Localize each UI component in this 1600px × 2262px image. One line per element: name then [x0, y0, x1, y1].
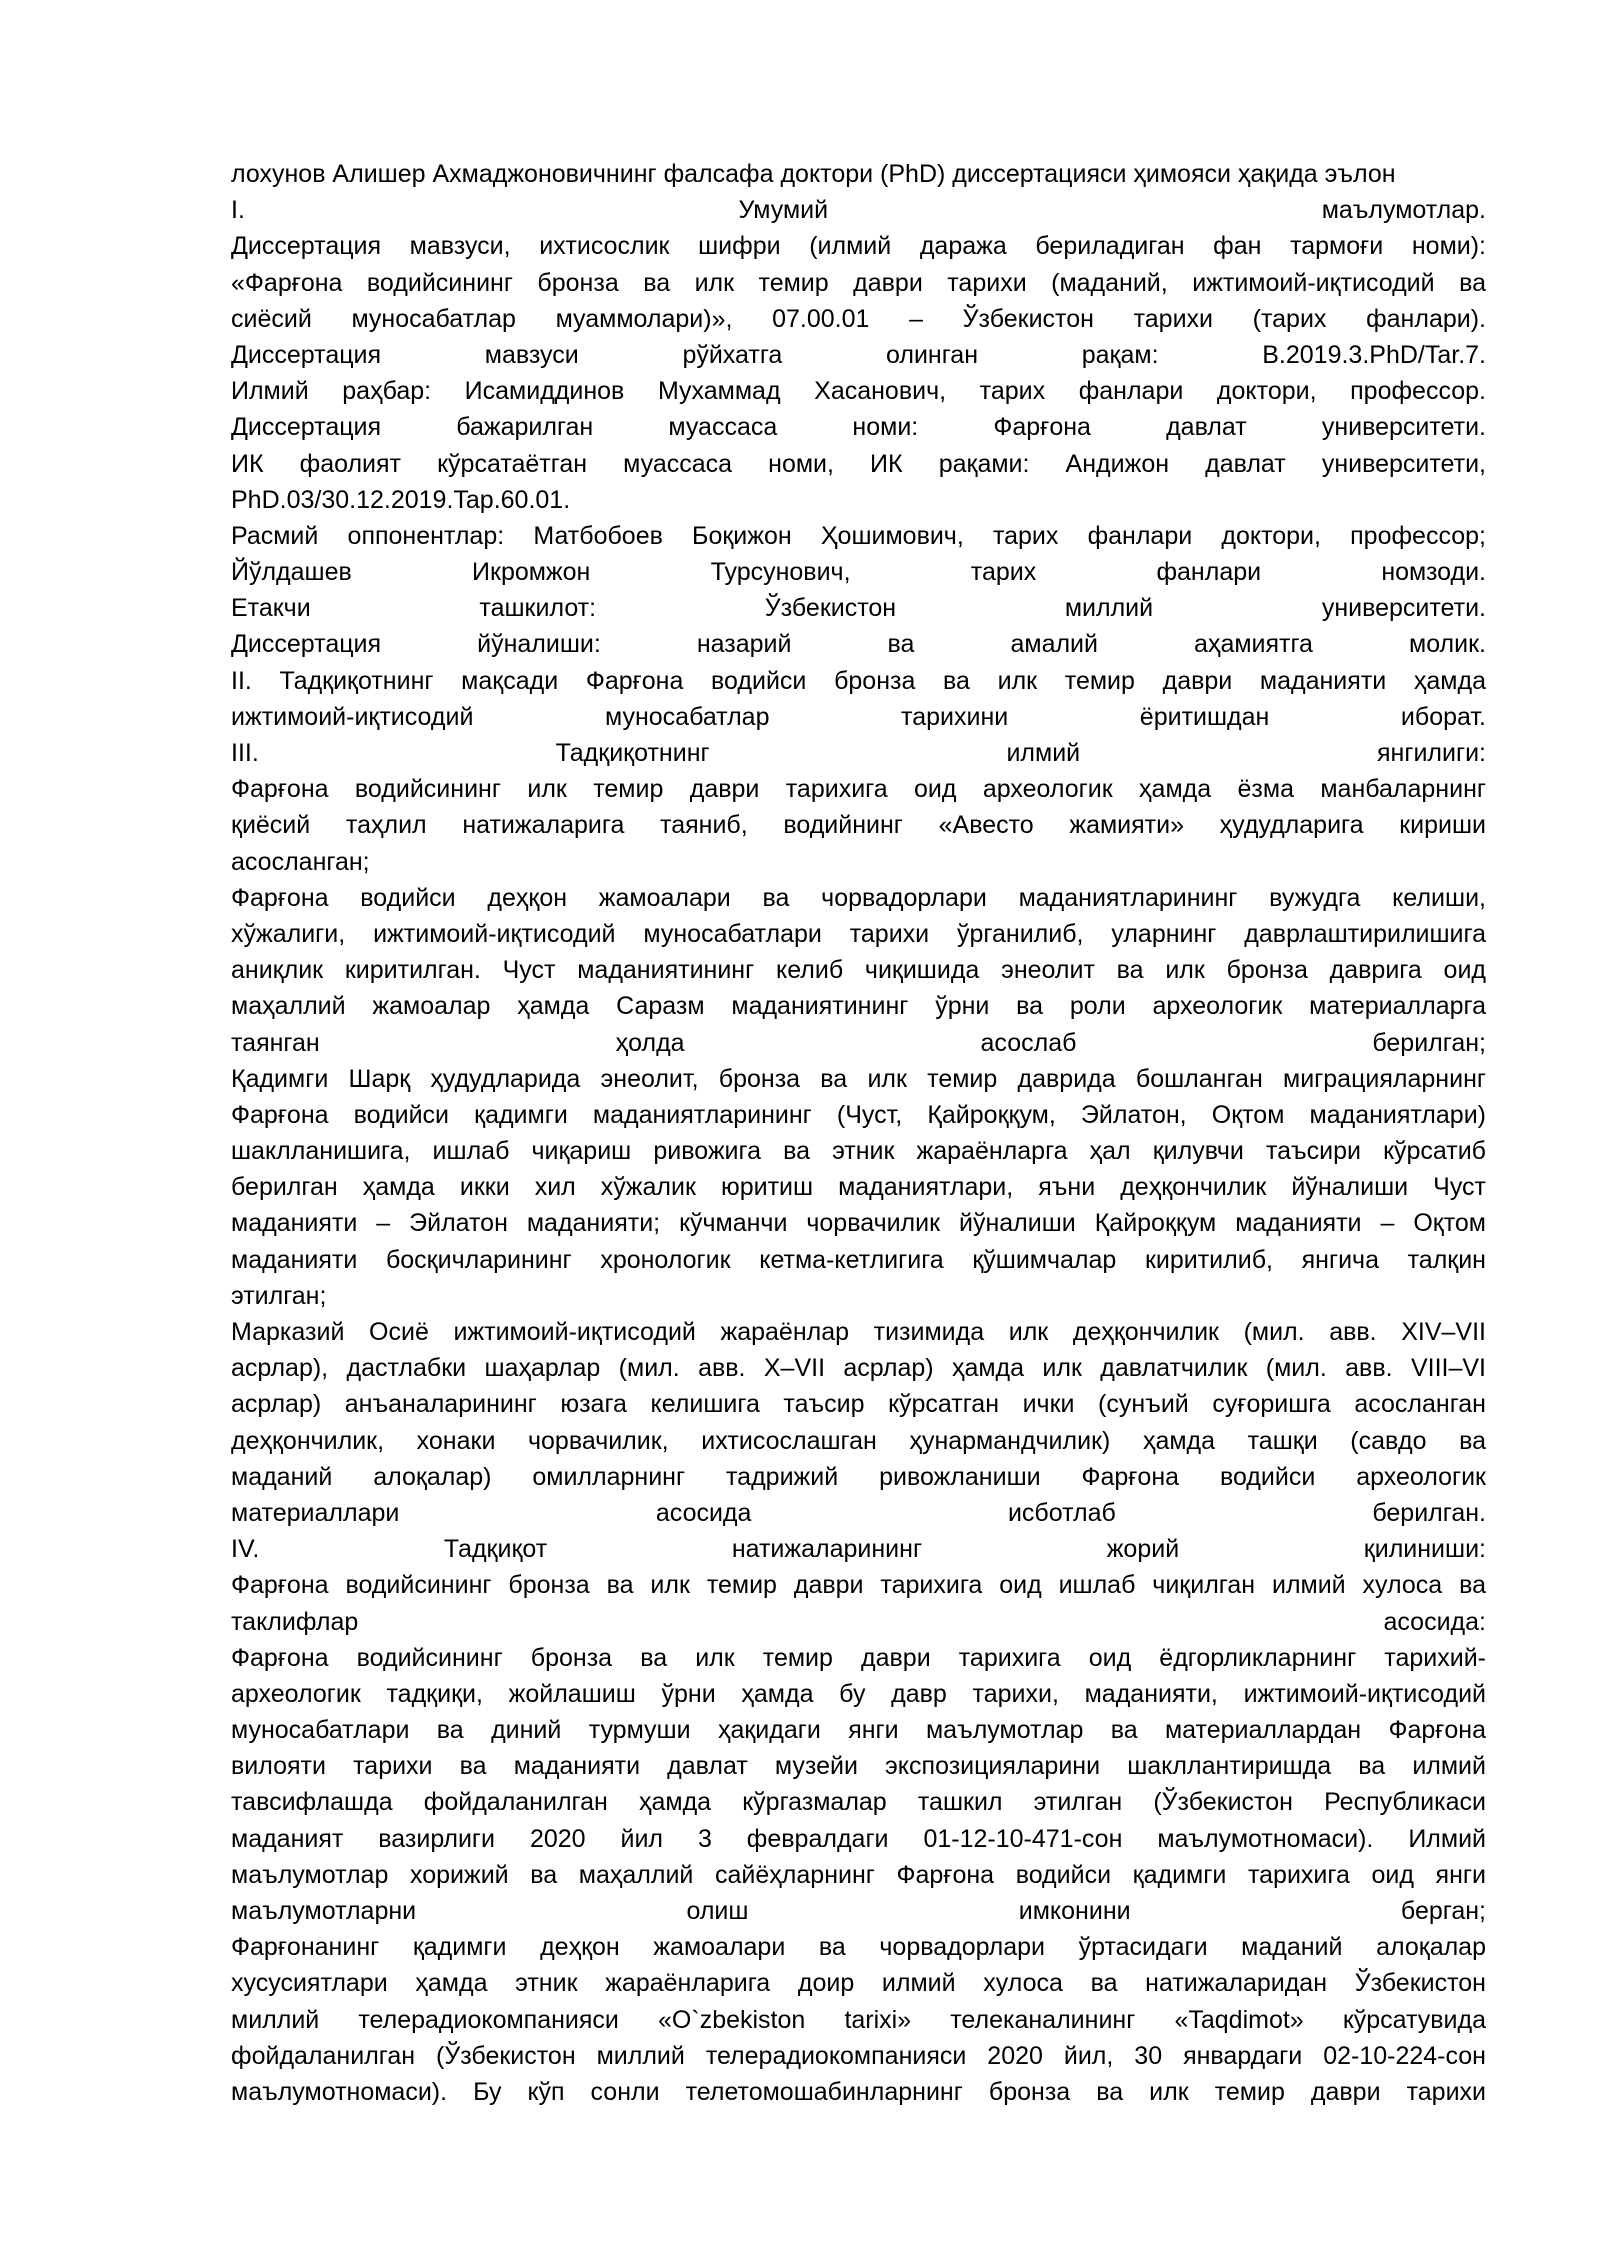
text-line: PhD.03/30.12.2019.Tap.60.01. — [231, 485, 571, 514]
text-line: сиёсий муносабатлар муаммолари)», 07.00.01 – Ўзбекистон тарихи (тарих фанлари). — [231, 304, 1486, 333]
text-line: «Фарғона водийсининг бронза ва илк темир даври тарихи (маданий, ижтимоий-иқтисодий ва — [231, 268, 1486, 297]
text-line: асрлар), дастлабки шаҳарлар (мил. авв. X–VII асрлар) ҳамда илк давлатчилик (мил. авв. VIII–VI — [231, 1354, 1486, 1383]
text-line: аниқлик киритилган. Чуст маданиятининг келиб чиқишида энеолит ва илк бронза даврига оид — [231, 956, 1486, 985]
text-line: маданияти – Эйлатон маданияти; кўчманчи чорвачилик йўналиши Қайроққум маданияти – Оқтом — [231, 1209, 1486, 1238]
text-line: Фарғонанинг қадимги деҳқон жамоалари ва чорвадорлари ўртасидаги маданий алоқалар — [231, 1933, 1486, 1962]
text-line: Илмий раҳбар: Исамиддинов Мухаммад Хасанович, тарих фанлари доктори, профессор. — [231, 377, 1486, 406]
text-line: III. Тадқиқотнинг илмий янгилиги: — [231, 739, 1486, 767]
text-line: маданий алоқалар) омилларнинг тадрижий ривожланиши Фарғона водийси археологик — [231, 1462, 1486, 1491]
text-line: деҳқончилик, хонаки чорвачилик, ихтисослашган ҳунармандчилик) ҳамда ташқи (савдо ва — [231, 1426, 1486, 1455]
text-line: Диссертация мавзуси рўйхатга олинган рақам: B.2019.3.PhD/Tar.7. — [231, 340, 1486, 369]
text-line: Фарғона водийсининг бронза ва илк темир даври тарихига оид ёдгорликларнинг тарихий- — [231, 1643, 1486, 1672]
text-line: Расмий оппонентлар: Матбобоев Боқижон Ҳошимович, тарих фанлари доктори, профессор; — [231, 521, 1486, 550]
text-line: фойдаланилган (Ўзбекистон миллий телерадиокомпанияси 2020 йил, 30 январдаги 02-10-224-сон — [231, 2041, 1486, 2070]
text-line: маданият вазирлиги 2020 йил 3 февралдаги 01-12-10-471-сон маълумотномаси). Илмий — [231, 1824, 1486, 1853]
text-line: ижтимоий-иқтисодий муносабатлар тарихини ёритишдан иборат. — [231, 702, 1486, 731]
text-line: Марказий Осиё ижтимоий-иқтисодий жараёнлар тизимида илк деҳқончилик (мил. авв. XIV–VII — [231, 1318, 1486, 1346]
text-line: Диссертация мавзуси, ихтисослик шифри (илмий даража бериладиган фан тармоғи номи): — [231, 232, 1486, 261]
text-line: таклифлар асосида: — [231, 1607, 1486, 1636]
text-line: маълумотларни олиш имконини берган; — [231, 1897, 1486, 1925]
text-line: маданияти босқичларининг хронологик кетма-кетлигига қўшимчалар киритилиб, янгича талқин — [231, 1245, 1486, 1274]
text-line: маълумотлар хорижий ва маҳаллий сайёҳларнинг Фарғона водийси қадимги тарихига оид янги — [231, 1860, 1486, 1889]
text-line: ИК фаолият кўрсатаётган муассаса номи, ИК рақами: Андижон давлат университети, — [231, 449, 1486, 478]
text-line: II. Тадқиқотнинг мақсади Фарғона водийси бронза ва илк темир даври маданияти ҳамда — [231, 666, 1486, 695]
text-line: материаллари асосида исботлаб берилган. — [231, 1498, 1486, 1527]
text-line: Фарғона водийсининг илк темир даври тарихига оид археологик ҳамда ёзма манбаларнинг — [231, 775, 1486, 804]
text-line: асрлар) анъаналарининг юзага келишига таъсир кўрсатган ички (сунъий суғоришга асосланган — [231, 1390, 1486, 1419]
text-line: муносабатлари ва диний турмуши ҳақидаги янги маълумотлар ва материаллардан Фарғона — [231, 1716, 1486, 1745]
text-line: I. Умумий маълумотлар. — [231, 196, 1486, 225]
text-line: маълумотномаси). Бу кўп сонли телетомошабинларнинг бронза ва илк темир даври тарихи — [231, 2077, 1486, 2106]
text-line: Фарғона водийси деҳқон жамоалари ва чорвадорлари маданиятларининг вужудга келиши, — [231, 883, 1486, 912]
text-line: Диссертация йўналиши: назарий ва амалий аҳамиятга молик. — [231, 630, 1486, 659]
text-line: таянган ҳолда асослаб берилган; — [231, 1028, 1486, 1057]
text-line: этилган; — [231, 1281, 327, 1310]
text-line: Диссертация бажарилган муассаса номи: Фарғона давлат университети. — [231, 413, 1486, 442]
text-line: хусусиятлари ҳамда этник жараёнларига доир илмий хулоса ва натижаларидан Ўзбекистон — [231, 1969, 1486, 1998]
text-line: шаклланишига, ишлаб чиқариш ривожига ва этник жараёнларга ҳал қилувчи таъсири кўрсатиб — [231, 1137, 1486, 1166]
text-line: Фарғона водийси қадимги маданиятларининг (Чуст, Қайроққум, Эйлатон, Оқтом маданиятлари) — [231, 1100, 1486, 1129]
text-line: тавсифлашда фойдаланилган ҳамда кўргазмалар ташкил этилган (Ўзбекистон Республикаси — [231, 1788, 1486, 1817]
text-line: қиёсий таҳлил натижаларига таяниб, водийнинг «Авесто жамияти» ҳудудларига кириши — [231, 811, 1486, 840]
text-line: вилояти тарихи ва маданияти давлат музейи экспозицияларини шакллантиришда ва илмий — [231, 1752, 1486, 1781]
text-line: маҳаллий жамоалар ҳамда Саразм маданиятининг ўрни ва роли археологик материалларга — [231, 992, 1486, 1021]
text-line: археологик тадқиқи, жойлашиш ўрни ҳамда бу давр тарихи, маданияти, ижтимоий-иқтисодий — [231, 1679, 1486, 1708]
text-line: Қадимги Шарқ ҳудудларида энеолит, бронза ва илк темир даврида бошланган миграцияларнинг — [231, 1064, 1486, 1093]
text-line: хўжалиги, ижтимоий-иқтисодий муносабатлари тарихи ўрганилиб, уларнинг даврлаштирилишига — [231, 919, 1486, 948]
text-line: лохунов Алишер Ахмаджоновичнинг фалсафа доктори (PhD) диссертацияси ҳимояси ҳақида эълон — [231, 160, 1396, 188]
text-line: берилган ҳамда икки хил хўжалик юритиш маданиятлари, яъни деҳқончилик йўналиши Чуст — [231, 1173, 1486, 1202]
text-line: IV. Тадқиқот натижаларининг жорий қилиниши: — [231, 1535, 1486, 1564]
text-line: Етакчи ташкилот: Ўзбекистон миллий университети. — [231, 594, 1486, 623]
text-line: Йўлдашев Икромжон Турсунович, тарих фанлари номзоди. — [231, 558, 1486, 587]
text-line: Фарғона водийсининг бронза ва илк темир даври тарихига оид ишлаб чиқилган илмий хулоса ва — [231, 1571, 1486, 1600]
text-line: асосланган; — [231, 847, 370, 876]
text-line: миллий телерадиокомпанияси «O`zbekiston tarixi» телеканалининг «Taqdimot» кўрсатувида — [231, 2005, 1486, 2034]
document-body — [231, 156, 1486, 2110]
